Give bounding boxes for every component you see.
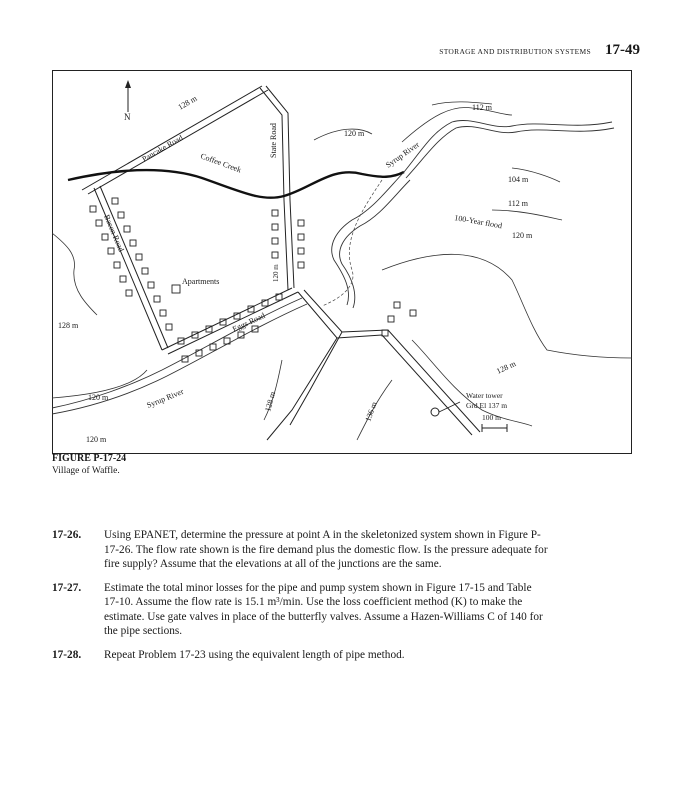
problem-text: Repeat Problem 17-23 using the equivalent length of pipe method. — [104, 648, 405, 661]
problem-number: 17-27. — [52, 581, 82, 594]
scale-label: 100 m — [482, 413, 501, 422]
syrup-river-sw-label: Syrup River — [145, 386, 185, 410]
contour-label: 128 m — [58, 321, 79, 330]
north-label: N — [124, 112, 131, 122]
apartments-label: Apartments — [182, 277, 220, 286]
scale-bar — [482, 424, 507, 432]
bacon-road — [94, 186, 168, 350]
figure-village-map — [52, 70, 632, 454]
coffee-creek — [68, 170, 404, 198]
problem-item — [52, 648, 548, 663]
contour-label: 120 m — [344, 129, 365, 138]
state-road-label: State Road — [269, 123, 278, 158]
contour-label: 112 m — [508, 199, 528, 208]
running-head — [439, 42, 640, 59]
contour-label: 104 m — [508, 175, 529, 184]
problem-number: 17-26. — [52, 529, 82, 541]
contour-label: 128 m — [176, 93, 199, 112]
houses — [90, 198, 416, 362]
contour-label: 120 m — [512, 231, 533, 240]
contour-label: 136 m — [363, 400, 379, 423]
problem-text: Using EPANET, determine the pressure at point A in the skeletonized system shown in Figure P-17-26. The flow rate shown is the fire demand plus the domestic flow. Is the pressure adequate for fire supply? Assume that the elevations at all of the junctions are the same. — [104, 529, 548, 570]
contour-label: 120 m — [86, 435, 107, 444]
figure-caption-title: FIGURE P-17-24 — [52, 453, 127, 464]
water-tower-elevation: Grd El 137 m — [466, 401, 508, 410]
north-arrow-icon — [125, 80, 131, 112]
problem-number: 17-28. — [52, 648, 82, 661]
problem-item — [52, 528, 548, 572]
flood-line — [322, 180, 382, 306]
figure-frame — [53, 71, 632, 454]
section-title: STORAGE AND DISTRIBUTION SYSTEMS — [439, 47, 591, 56]
contour-lines — [52, 102, 632, 440]
state-road — [260, 86, 294, 290]
contour-label: 112 m — [472, 103, 492, 112]
page-number: 17-49 — [605, 42, 640, 58]
contour-label: 120 m — [272, 264, 280, 282]
contour-label: 128 m — [495, 359, 518, 376]
water-tower-icon — [431, 402, 460, 416]
pancake-road-label: Pancake Road — [140, 133, 185, 164]
syrup-river-ne-label: Syrup River — [383, 139, 422, 170]
bacon-road-label: Bacon Road — [102, 213, 126, 253]
contour-label: 120 m — [88, 393, 109, 402]
problem-list — [52, 528, 548, 671]
contour-label: 128 m — [263, 390, 278, 413]
problem-item — [52, 581, 548, 639]
eggs-road-label: Eggs Road — [231, 310, 267, 334]
figure-caption-subtitle: Village of Waffle. — [52, 466, 120, 476]
flood-label: 100-Year flood — [453, 213, 503, 231]
water-tower-label: Water tower — [466, 391, 503, 400]
syrup-river — [52, 120, 614, 414]
problem-text: Estimate the total minor losses for the pipe and pump system shown in Figure 17-15 and Table 17-10. Assume the flow rate is 15.1 m³/min. Use the loss coefficient method (K) to make the estimate. Use gate valves in place of the butterfly valves. Assume a Hazen-Williams C of 140 for the pipe sections. — [104, 581, 543, 637]
coffee-creek-label: Coffee Creek — [199, 151, 243, 175]
figure-caption — [52, 453, 126, 476]
